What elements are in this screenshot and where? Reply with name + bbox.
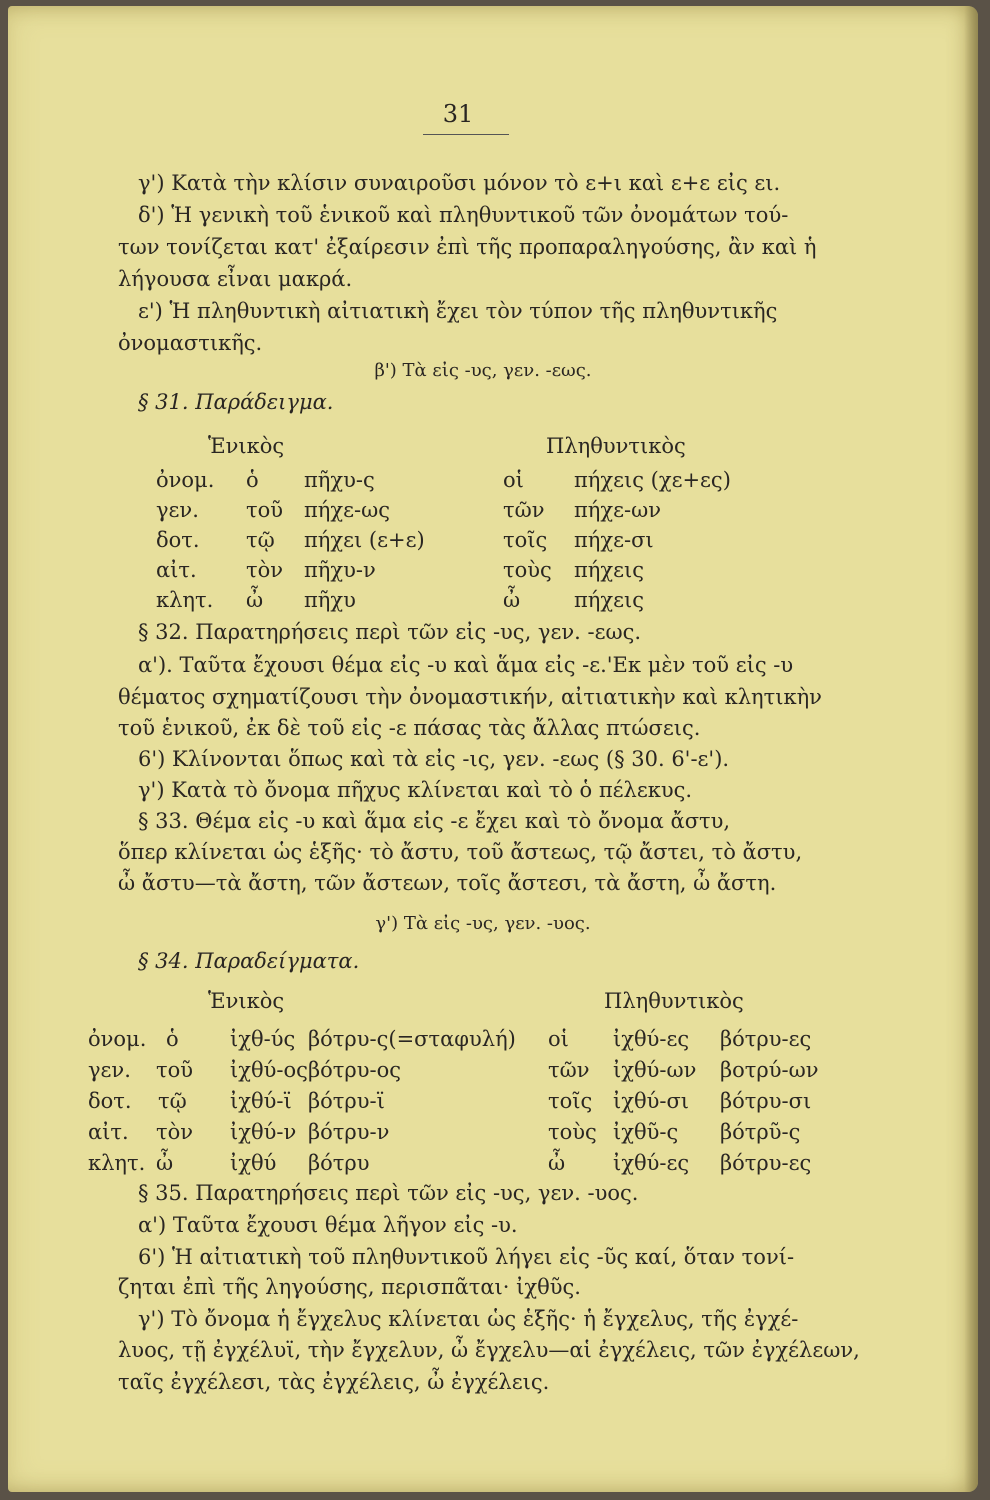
article: ὦ [156,1151,174,1175]
text-line: γ') Κατὰ τὸ ὄνομα πῆχυς κλίνεται καὶ τὸ ὁ πέλεκυς. [138,778,693,802]
singular-form: πήχει (ε+ε) [304,528,425,552]
plural-form: ἰχθύ-ες [613,1151,690,1175]
plural-article: τῶν [548,1058,590,1082]
singular-form: βότρυ-ος [308,1058,402,1082]
singular-form: πῆχυ-ν [304,558,376,582]
article: τὸν [246,558,284,582]
plural-form: πήχεις [574,558,644,582]
plural-article: ὦ [503,588,521,612]
plural-form: πήχεις (χε+ες) [574,468,731,492]
text-line: ε') Ἡ πληθυντικὴ αἰτιατικὴ ἔχει τὸν τύπον τῆς πληθυντικῆς [138,299,778,323]
section-heading: β') Τὰ εἰς -υς, γεν. -εως. [374,360,592,381]
singular-form: ἰχθύ [230,1151,277,1175]
article: ὁ [246,468,259,492]
plural-form: ἰχθῦ-ς [613,1120,679,1144]
case-label: γεν. [156,498,199,522]
text-line: ταῖς ἐγχέλεσι, τὰς ἐγχέλεις, ὦ ἐγχέλεις. [118,1370,550,1394]
paragraph-heading: § 31. Παράδειγμα. [138,390,334,414]
plural-article: ὦ [548,1151,566,1175]
page-number-rule [423,134,509,135]
plural-article: τοῖς [548,1089,593,1113]
article: τῷ [246,528,275,552]
singular-form: πῆχυ [304,588,356,612]
plural-form: βότρυ-ες [720,1151,812,1175]
plural-article: τοῖς [503,528,548,552]
plural-article: οἱ [503,468,524,492]
singular-form: πῆχυ-ς [304,468,375,492]
article: ὦ [246,588,264,612]
article: ὁ [166,1027,179,1051]
singular-header: Ἑνικὸς [208,434,285,458]
singular-form: βότρυ-ν [308,1120,390,1144]
singular-form: ἰχθ-ύς [230,1027,296,1051]
plural-form: βότρυ-ες [720,1027,812,1051]
text-line: δ') Ἡ γενικὴ τοῦ ἑνικοῦ καὶ πληθυντικοῦ τῶν ὀνομάτων τού- [138,203,789,227]
plural-header: Πληθυντικὸς [604,989,744,1013]
text-line: § 33. Θέμα εἰς -υ καὶ ἅμα εἰς -ε ἔχει καὶ τὸ ὄνομα ἄστυ, [138,809,731,833]
singular-form: ἰχθύ-ϊ [230,1089,292,1113]
article: τὸν [156,1120,194,1144]
plural-form: ἰχθύ-σι [613,1089,690,1113]
text-line: α') Ταῦτα ἔχουσι θέμα λῆγον εἰς -υ. [138,1213,518,1237]
plural-article: οἱ [548,1027,569,1051]
plural-form: βοτρύ-ων [720,1058,819,1082]
article: τῷ [158,1089,187,1113]
text-line: α'). Ταῦτα ἔχουσι θέμα εἰς -υ καὶ ἅμα εἰς -ε.'Εκ μὲν τοῦ εἰς -υ [138,653,794,677]
text-line: ὀνομαστικῆς. [118,331,263,355]
case-label: ὀνομ. [156,468,215,492]
singular-form: ἰχθύ-ν [230,1120,297,1144]
text-line: ζηται ἐπὶ τῆς ληγούσης, περισπᾶται· ἰχθῦς. [118,1275,581,1299]
text-line: των τονίζεται κατ' ἐξαίρεσιν ἐπὶ τῆς προπαραληγούσης, ἂν καὶ ἡ [118,235,817,259]
text-line: τοῦ ἑνικοῦ, ἐκ δὲ τοῦ εἰς -ε πάσας τὰς ἄλλας πτώσεις. [118,716,701,740]
text-line: ὦ ἄστυ—τὰ ἄστη, τῶν ἄστεων, τοῖς ἄστεσι, τὰ ἄστη, ὦ ἄστη. [118,871,777,895]
text-line: ὅπερ κλίνεται ὡς ἑξῆς· τὸ ἄστυ, τοῦ ἄστεως, τῷ ἄστει, τὸ ἄστυ, [118,840,803,864]
text-line: λήγουσα εἶναι μακρά. [118,267,353,291]
singular-form: ἰχθύ-ος [230,1058,308,1082]
text-line: γ') Τὸ ὄνομα ἡ ἔγχελυς κλίνεται ὡς ἑξῆς· ἡ ἔγχελυς, τῆς ἐγχέ- [138,1307,799,1331]
paragraph-heading: § 35. Παρατηρήσεις περὶ τῶν εἰς -υς, γεν. -υος. [138,1181,639,1205]
plural-article: τοὺς [503,558,552,582]
book-page [8,6,978,1492]
plural-header: Πληθυντικὸς [546,434,686,458]
text-line: 6') Ἡ αἰτιατικὴ τοῦ πληθυντικοῦ λήγει εἰς -ῦς καί, ὅταν τονί- [138,1245,795,1269]
plural-article: τοὺς [548,1120,597,1144]
paragraph-heading: § 34. Παραδείγματα. [138,949,360,973]
case-label: δοτ. [88,1089,132,1113]
page-number: 31 [442,100,474,128]
plural-form: βότρῦ-ς [720,1120,801,1144]
plural-form: πήχε-σι [574,528,654,552]
text-line: γ') Κατὰ τὴν κλίσιν συναιροῦσι μόνον τὸ ε+ι καὶ ε+ε εἰς ει. [138,171,781,195]
section-heading: γ') Τὰ εἰς -υς, γεν. -υος. [375,913,591,934]
singular-form: βότρυ-ς(=σταφυλή) [308,1027,516,1051]
case-label: κλητ. [88,1151,146,1175]
case-label: κλητ. [156,588,214,612]
singular-header: Ἑνικὸς [208,989,285,1013]
plural-form: πήχεις [574,588,644,612]
case-label: αἰτ. [156,558,197,582]
plural-article: τῶν [503,498,545,522]
plural-form: πήχε-ων [574,498,661,522]
text-line: θέματος σχηματίζουσι τὴν ὀνομαστικήν, αἰτιατικὴν καὶ κλητικὴν [118,685,822,709]
case-label: γεν. [88,1058,131,1082]
article: τοῦ [156,1058,194,1082]
paragraph-heading: § 32. Παρατηρήσεις περὶ τῶν εἰς -υς, γεν. -εως. [138,620,642,644]
singular-form: βότρυ-ϊ [308,1089,385,1113]
article: τοῦ [246,498,284,522]
plural-form: ἰχθύ-ες [613,1027,690,1051]
text-line: 6') Κλίνονται ὅπως καὶ τὰ εἰς -ις, γεν. -εως (§ 30. 6'-ε'). [138,747,730,771]
singular-form: πήχε-ως [304,498,390,522]
plural-form: ἰχθύ-ων [613,1058,697,1082]
text-line: λυος, τῇ ἐγχέλυϊ, τὴν ἔγχελυν, ὦ ἔγχελυ—αἱ ἐγχέλεις, τῶν ἐγχέλεων, [118,1338,860,1362]
case-label: ὀνομ. [88,1027,147,1051]
case-label: αἰτ. [88,1120,129,1144]
singular-form: βότρυ [308,1151,370,1175]
plural-form: βότρυ-σι [720,1089,812,1113]
case-label: δοτ. [156,528,200,552]
